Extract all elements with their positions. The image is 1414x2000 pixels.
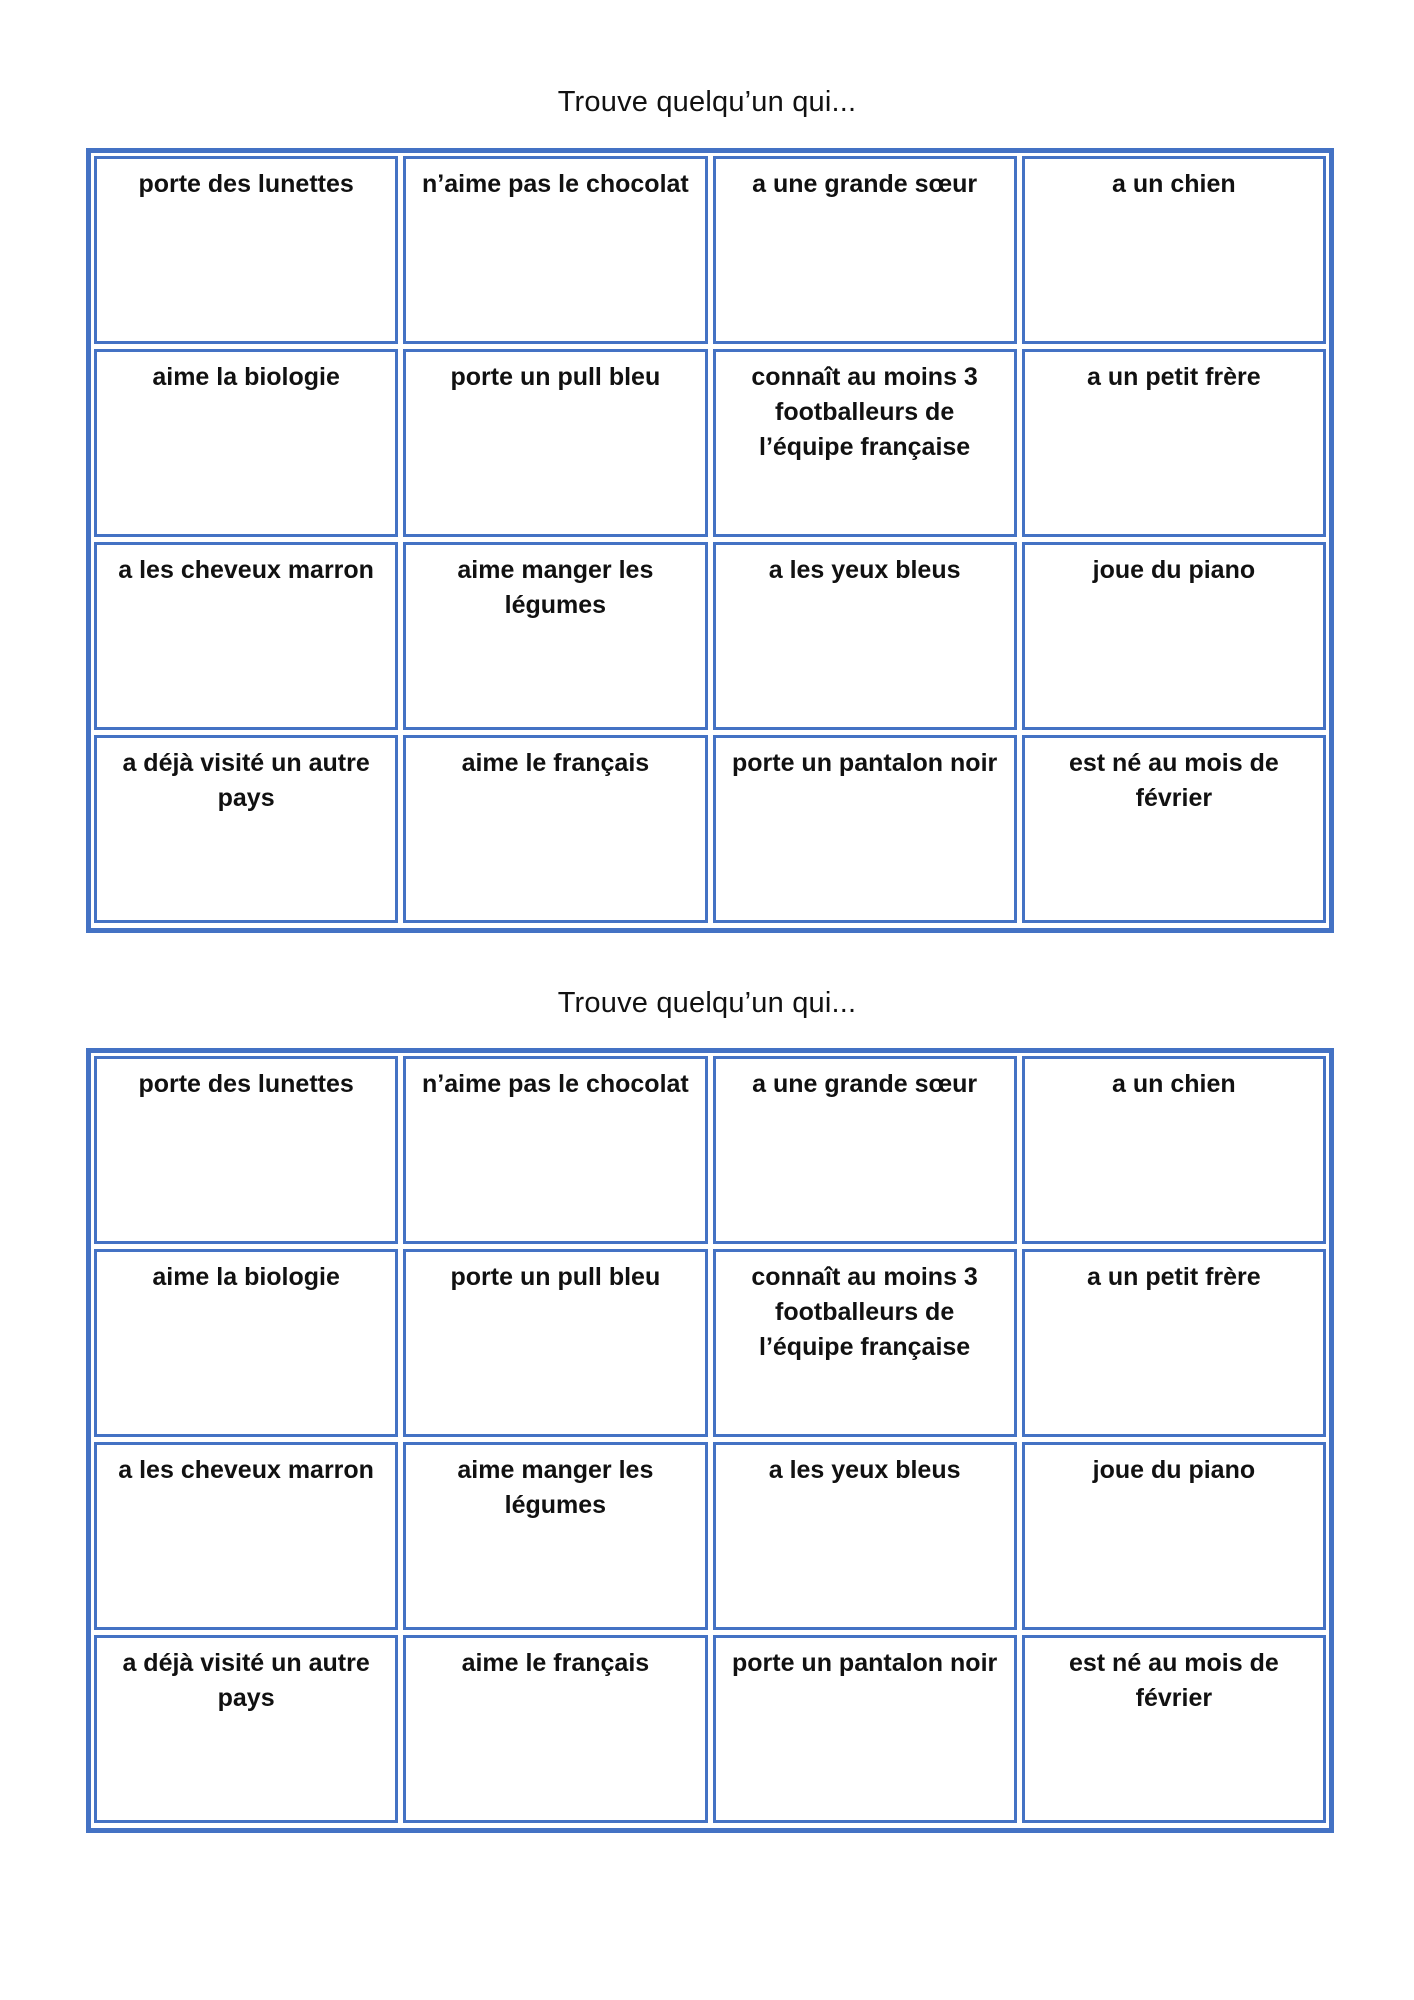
grid-cell: est né au mois de février (1022, 735, 1326, 923)
grid-cell: est né au mois de février (1022, 1635, 1326, 1823)
grid-cell: a une grande sœur (713, 156, 1017, 344)
grid-cell: porte un pull bleu (403, 349, 707, 537)
grid-cell: porte des lunettes (94, 1056, 398, 1244)
grid-cell: porte un pantalon noir (713, 1635, 1017, 1823)
grid-cell: aime le français (403, 1635, 707, 1823)
grid-cell: a déjà visité un autre pays (94, 1635, 398, 1823)
grid-cell: a un petit frère (1022, 1249, 1326, 1437)
grid-cell: aime la biologie (94, 349, 398, 537)
grid-cell: joue du piano (1022, 1442, 1326, 1630)
grid-cell: aime la biologie (94, 1249, 398, 1437)
grid-cell: porte un pull bleu (403, 1249, 707, 1437)
grid-cell: a un chien (1022, 156, 1326, 344)
grid-cell: a une grande sœur (713, 1056, 1017, 1244)
grid-cell: a déjà visité un autre pays (94, 735, 398, 923)
grid-cell: aime manger les légumes (403, 542, 707, 730)
grid-cell: n’aime pas le chocolat (403, 156, 707, 344)
sheet-2-title: Trouve quelqu’un qui... (557, 987, 857, 1019)
grid-cell: a les cheveux marron (94, 1442, 398, 1630)
grid-cell: a les cheveux marron (94, 542, 398, 730)
grid-cell: a un petit frère (1022, 349, 1326, 537)
grid-cell: aime manger les légumes (403, 1442, 707, 1630)
bingo-grid-2 (86, 1048, 1334, 1833)
grid-cell: connaît au moins 3 footballeurs de l’équipe française (713, 1249, 1017, 1437)
grid-cell: n’aime pas le chocolat (403, 1056, 707, 1244)
grid-cell: a un chien (1022, 1056, 1326, 1244)
grid-cell: a les yeux bleus (713, 542, 1017, 730)
grid-cell: porte un pantalon noir (713, 735, 1017, 923)
grid-cell: joue du piano (1022, 542, 1326, 730)
grid-cell: a les yeux bleus (713, 1442, 1017, 1630)
grid-cell: aime le français (403, 735, 707, 923)
sheet-1-title: Trouve quelqu’un qui... (557, 86, 857, 118)
bingo-grid-1 (86, 148, 1334, 933)
grid-cell: connaît au moins 3 footballeurs de l’équipe française (713, 349, 1017, 537)
grid-cell: porte des lunettes (94, 156, 398, 344)
